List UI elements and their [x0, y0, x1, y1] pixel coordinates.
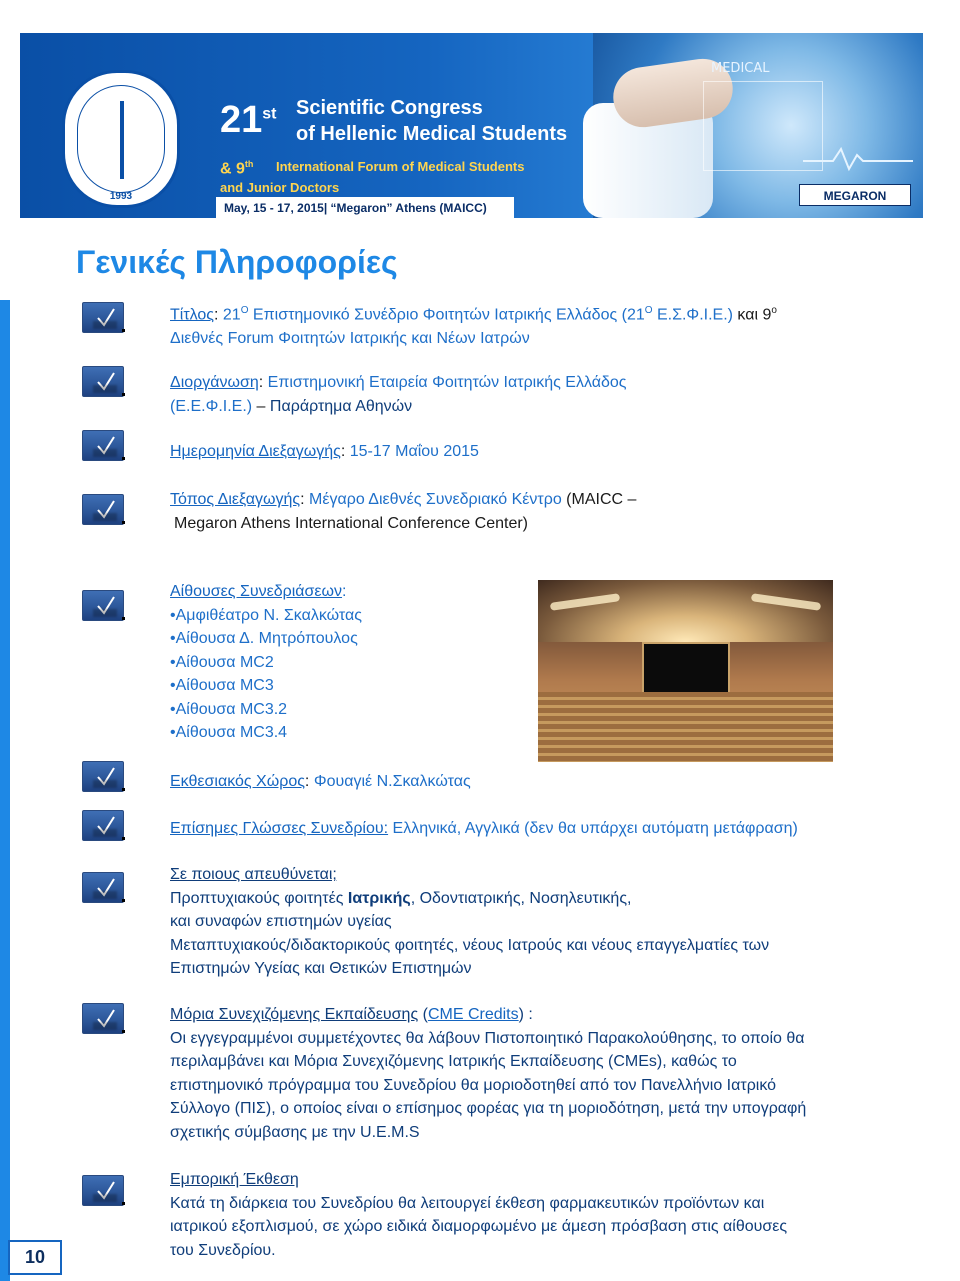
audience-label: Σε ποιους απευθύνεται; [170, 866, 337, 883]
ecg-icon [803, 143, 913, 173]
title-line2: Διεθνές Forum Φοιτητών Ιατρικής και Νέων Ιατρών [170, 329, 530, 347]
rod-of-asclepius-icon [120, 101, 124, 179]
info-organization: Διοργάνωση: Επιστημονική Εταιρεία Φοιτητών Ιατρικής Ελλάδος (Ε.Ε.Φ.Ι.Ε.) – Παράρτημα Αθηνών [170, 374, 627, 415]
hall-item: •Αίθουσα MC3.2 [170, 700, 288, 718]
hall-item: •Αίθουσα MC3.4 [170, 724, 288, 741]
info-venue: Τόπος Διεξαγωγής: Μέγαρο Διεθνές Συνεδριακό Κέντρο (MAICC – Megaron Athens International Conference Center) [170, 491, 637, 532]
conference-hall-photo [538, 580, 833, 762]
checkbox-icon [82, 590, 124, 621]
info-cme: Μόρια Συνεχιζόμενης Εκπαίδευσης (CME Credits) : Οι εγγεγραμμένοι συμμετέχοντες θα λάβουν Πιστοποιητικό Παρακολούθησης, το οποίο θα περιλαμβάνει και Μόρια Συνεχιζόμενης Ιατρικής Εκπαίδευσης (CMEs), καθώς το επιστημονικό πρόγραμμα του Συνεδρίου θα μοριοδοτηθεί από τον Πανελλήνιο Ιατρικό Σύλλογο (ΠΙΣ), ο οποίος είναι ο επίσημος φορέας για τη μοριοδότηση, μετά την υπογραφή σχετικής σύμβασης με την U.E.M.S [170, 1006, 807, 1141]
venue-label: Τόπος Διεξαγωγής [170, 491, 301, 508]
page-number: 10 [8, 1240, 62, 1275]
checkbox-icon [82, 430, 124, 461]
checkbox-icon [82, 366, 124, 397]
hall-item: •Αίθουσα Δ. Μητρόπουλος [170, 630, 358, 647]
dotted-divider [20, 223, 593, 229]
congress-website: www.21esfie.gr [156, 229, 258, 245]
left-accent-bar [0, 300, 10, 1281]
megaron-logo: MEGARON [799, 184, 911, 206]
organization-label: Διοργάνωση [170, 374, 259, 391]
checkbox-icon [82, 302, 124, 333]
info-title: Τίτλος: $21^O$ Επιστημονικό Συνέδριο Φοιτητών Ιατρικής Ελλάδος ($21^O$ Ε.Σ.Φ.Ι.Ε.) και $9^o$ Διεθνές Forum Φοιτητών Ιατρικής και Νέων Ιατρών [170, 305, 777, 347]
forum-number: & 9th [220, 159, 254, 178]
info-halls: Αίθουσες Συνεδριάσεων: •Αμφιθέατρο Ν. Σκαλκώτας •Αίθουσα Δ. Μητρόπουλος •Αίθουσα MC2 •Αίθουσα MC3 •Αίθουσα MC3.2 •Αίθουσα MC3.4 [170, 583, 362, 741]
checkbox-icon [82, 810, 124, 841]
exhibition-space-label: Εκθεσιακός Χώρος [170, 773, 305, 790]
hall-item: •Αίθουσα MC2 [170, 653, 274, 671]
info-audience: Σε ποιους απευθύνεται; Προπτυχιακούς φοιτητές Ιατρικής, Οδοντιατρικής, Νοσηλευτικής, και συναφών επιστημών υγείας Μεταπτυχιακούς/διδακτορικούς φοιτητές, νέους Ιατρούς και νέους επαγγελματίες των Επιστημών Υγείας και Θετικών Επιστημών [170, 866, 770, 977]
info-languages: Επίσημες Γλώσσες Συνεδρίου: Ελληνικά, Αγγλικά (δεν θα υπάρχει αυτόματη μετάφραση) [170, 820, 798, 837]
hall-seating [538, 692, 833, 762]
society-seal-logo [62, 70, 180, 208]
congress-title-line1: Scientific Congress [296, 97, 483, 119]
info-exhibition-space: Εκθεσιακός Χώρος: Φουαγιέ Ν.Σκαλκώτας [170, 773, 471, 790]
congress-title-line2: of Hellenic Medical Students [296, 123, 568, 145]
congress-banner [20, 33, 923, 245]
info-date: Ημερομηνία Διεξαγωγής: 15-17 Μαΐου 2015 [170, 443, 479, 460]
cme-label: Μόρια Συνεχιζόμενης Εκπαίδευσης [170, 1006, 419, 1023]
website-dotted-line [265, 236, 545, 239]
forum-title-line2: and Junior Doctors [220, 180, 340, 195]
forum-title-line1: International Forum of Medical Students [276, 159, 525, 174]
banner-photo [593, 33, 923, 218]
congress-number: 21st [220, 99, 277, 141]
checkbox-icon [82, 872, 124, 903]
medical-label: MEDICAL [711, 61, 770, 76]
hall-item: •Αίθουσα MC3 [170, 677, 274, 694]
languages-label: Επίσημες Γλώσσες Συνεδρίου: [170, 820, 389, 837]
cme-credits-link: CME Credits [427, 1006, 519, 1023]
hall-stage [642, 642, 730, 698]
halls-label: Αίθουσες Συνεδριάσεων [170, 583, 343, 600]
checkbox-icon [82, 761, 124, 792]
hall-item: •Αμφιθέατρο Ν. Σκαλκώτας [170, 606, 362, 624]
title-label: Τίτλος [170, 306, 215, 324]
seal-year: 1993 [109, 191, 133, 202]
date-label: Ημερομηνία Διεξαγωγής [170, 443, 341, 460]
congress-date-venue: May, 15 - 17, 2015| “Megaron” Athens (MAICC) [224, 201, 487, 215]
checkbox-icon [82, 1175, 124, 1206]
checkbox-icon [82, 494, 124, 525]
trade-show-label: Εμπορική Έκθεση [170, 1171, 299, 1188]
hall-ceiling [538, 580, 833, 642]
checkbox-icon [82, 1003, 124, 1034]
info-trade-show: Εμπορική Έκθεση Κατά τη διάρκεια του Συνεδρίου θα λειτουργεί έκθεση φαρμακευτικών προϊόντων και ιατρικού εξοπλισμού, σε χώρο ειδικά διαμορφωμένο με άμεση πρόσβαση στις αίθουσες του Συνεδρίου. [170, 1171, 788, 1259]
page-title: Γενικές Πληροφορίες [76, 244, 398, 280]
